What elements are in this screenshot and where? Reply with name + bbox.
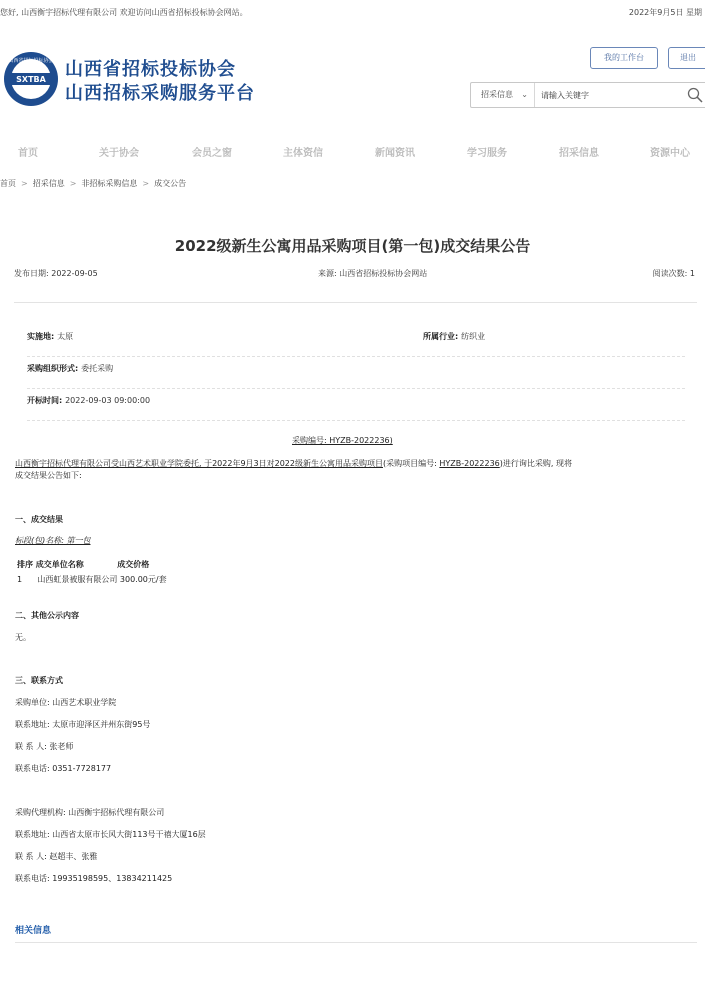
industry-label: 所属行业: <box>423 332 459 341</box>
publish-date: 发布日期: 2022-09-05 <box>14 269 98 278</box>
divider <box>14 302 697 303</box>
agent-contact: 联 系 人: 赵超丰、张雅 <box>15 852 98 861</box>
nav-item-home[interactable]: 首页 <box>18 148 38 159</box>
chevron-down-icon: ⌄ <box>521 90 528 99</box>
result-table-header: 排序 成交单位名称 成交价格 <box>17 560 150 569</box>
intro-date-project: 2022年9月3日对2022级新生公寓用品采购项目 <box>212 459 383 468</box>
agent-unit: 采购代理机构: 山西衡宇招标代理有限公司 <box>15 808 165 817</box>
org-form-value: 委托采购 <box>81 364 114 373</box>
open-time-value: 2022-09-03 09:00:00 <box>65 396 151 405</box>
top-bar <box>0 0 705 24</box>
search-input[interactable] <box>541 87 681 103</box>
chevron-right-icon: > <box>69 179 77 188</box>
brand-title-line1: 山西省招标投标协会 <box>65 59 236 80</box>
other-content: 无。 <box>15 633 31 642</box>
org-form-label: 采购组织形式: <box>27 364 79 373</box>
info-row-org-form <box>27 357 685 389</box>
read-count: 阅读次数: 1 <box>652 269 695 278</box>
brand-title-line2: 山西招标采购服务平台 <box>65 83 255 104</box>
breadcrumb-current: 成交公告 <box>154 179 187 188</box>
association-logo[interactable] <box>2 50 60 108</box>
intro-agency: 山西衡宇招标代理有限公司受山西艺术职业学院委托, 于 <box>15 459 213 468</box>
divider <box>15 942 697 943</box>
nav-item-credit[interactable]: 主体资信 <box>283 148 323 159</box>
breadcrumb-procurement[interactable]: 招采信息 <box>32 179 65 188</box>
intro-tail: )进行询比采购, 现将 <box>499 459 572 468</box>
breadcrumb-non-tender[interactable]: 非招标采购信息 <box>81 179 138 188</box>
intro-project-no: HYZB-2022236 <box>439 459 500 468</box>
breadcrumb <box>0 178 186 189</box>
intro-project-no-prefix: (采购项目编号: <box>383 459 440 468</box>
nav-item-news[interactable]: 新闻资讯 <box>375 148 415 159</box>
project-number: 采购编号: HYZB-2022236) <box>292 436 393 445</box>
workbench-button[interactable]: 我的工作台 <box>590 47 658 69</box>
industry-value: 纺织业 <box>461 332 486 341</box>
search-category-label: 招采信息 <box>481 90 513 99</box>
breadcrumb-home[interactable]: 首页 <box>0 179 16 188</box>
nav-item-resources[interactable]: 资源中心 <box>650 148 690 159</box>
buyer-unit: 采购单位: 山西艺术职业学院 <box>15 698 117 707</box>
logo-ring-text: 山西省招标投标协会 <box>8 58 54 64</box>
date-text: 2022年9月5日 星期 <box>628 8 702 17</box>
location-value: 太原 <box>57 332 74 341</box>
buyer-phone: 联系电话: 0351-7728177 <box>15 764 112 773</box>
section-result-heading: 一、成交结果 <box>15 515 63 524</box>
intro-line1 <box>15 458 572 469</box>
nav-item-procurement[interactable]: 招采信息 <box>559 148 599 159</box>
site-header <box>0 40 705 110</box>
article-title: 2022级新生公寓用品采购项目(第一包)成交结果公告 <box>174 237 531 255</box>
nav-item-learning[interactable]: 学习服务 <box>467 148 507 159</box>
section-other-heading: 二、其他公示内容 <box>15 611 79 620</box>
main-nav <box>0 140 705 160</box>
exit-button[interactable]: 退出 <box>668 47 705 69</box>
chevron-right-icon: > <box>142 179 150 188</box>
search-category-select[interactable] <box>471 83 535 107</box>
result-table-row: 1 山西虹景被服有限公司 300.00元/套 <box>17 575 167 584</box>
info-row-location <box>27 325 685 357</box>
search-box <box>470 82 705 108</box>
nav-item-about[interactable]: 关于协会 <box>99 148 139 159</box>
greeting-text: 您好, 山西衡宇招标代理有限公司 欢迎访问山西省招标投标协会网站。 <box>0 8 248 17</box>
intro-line2: 成交结果公告如下: <box>15 471 82 480</box>
buyer-contact: 联 系 人: 张老师 <box>15 742 74 751</box>
info-row-open-time <box>27 389 685 421</box>
chevron-right-icon: > <box>21 179 28 188</box>
buyer-address: 联系地址: 太原市迎泽区并州东街95号 <box>15 720 151 729</box>
related-info-heading: 相关信息 <box>15 926 52 936</box>
location-label: 实施地: <box>27 332 55 341</box>
logo-text: SXTBA <box>16 75 46 84</box>
open-time-label: 开标时间: <box>27 396 63 405</box>
agent-address: 联系地址: 山西省太原市长风大街113号干禧大厦16层 <box>15 830 206 839</box>
search-icon[interactable] <box>687 87 703 103</box>
agent-phone: 联系电话: 19935198595、13834211425 <box>15 874 173 883</box>
lot-name: 标段(包)名称: 第一包 <box>15 536 91 545</box>
section-contact-heading: 三、联系方式 <box>15 676 63 685</box>
article-source: 来源: 山西省招标投标协会网站 <box>318 269 428 278</box>
nav-item-members[interactable]: 会员之窗 <box>192 148 232 159</box>
